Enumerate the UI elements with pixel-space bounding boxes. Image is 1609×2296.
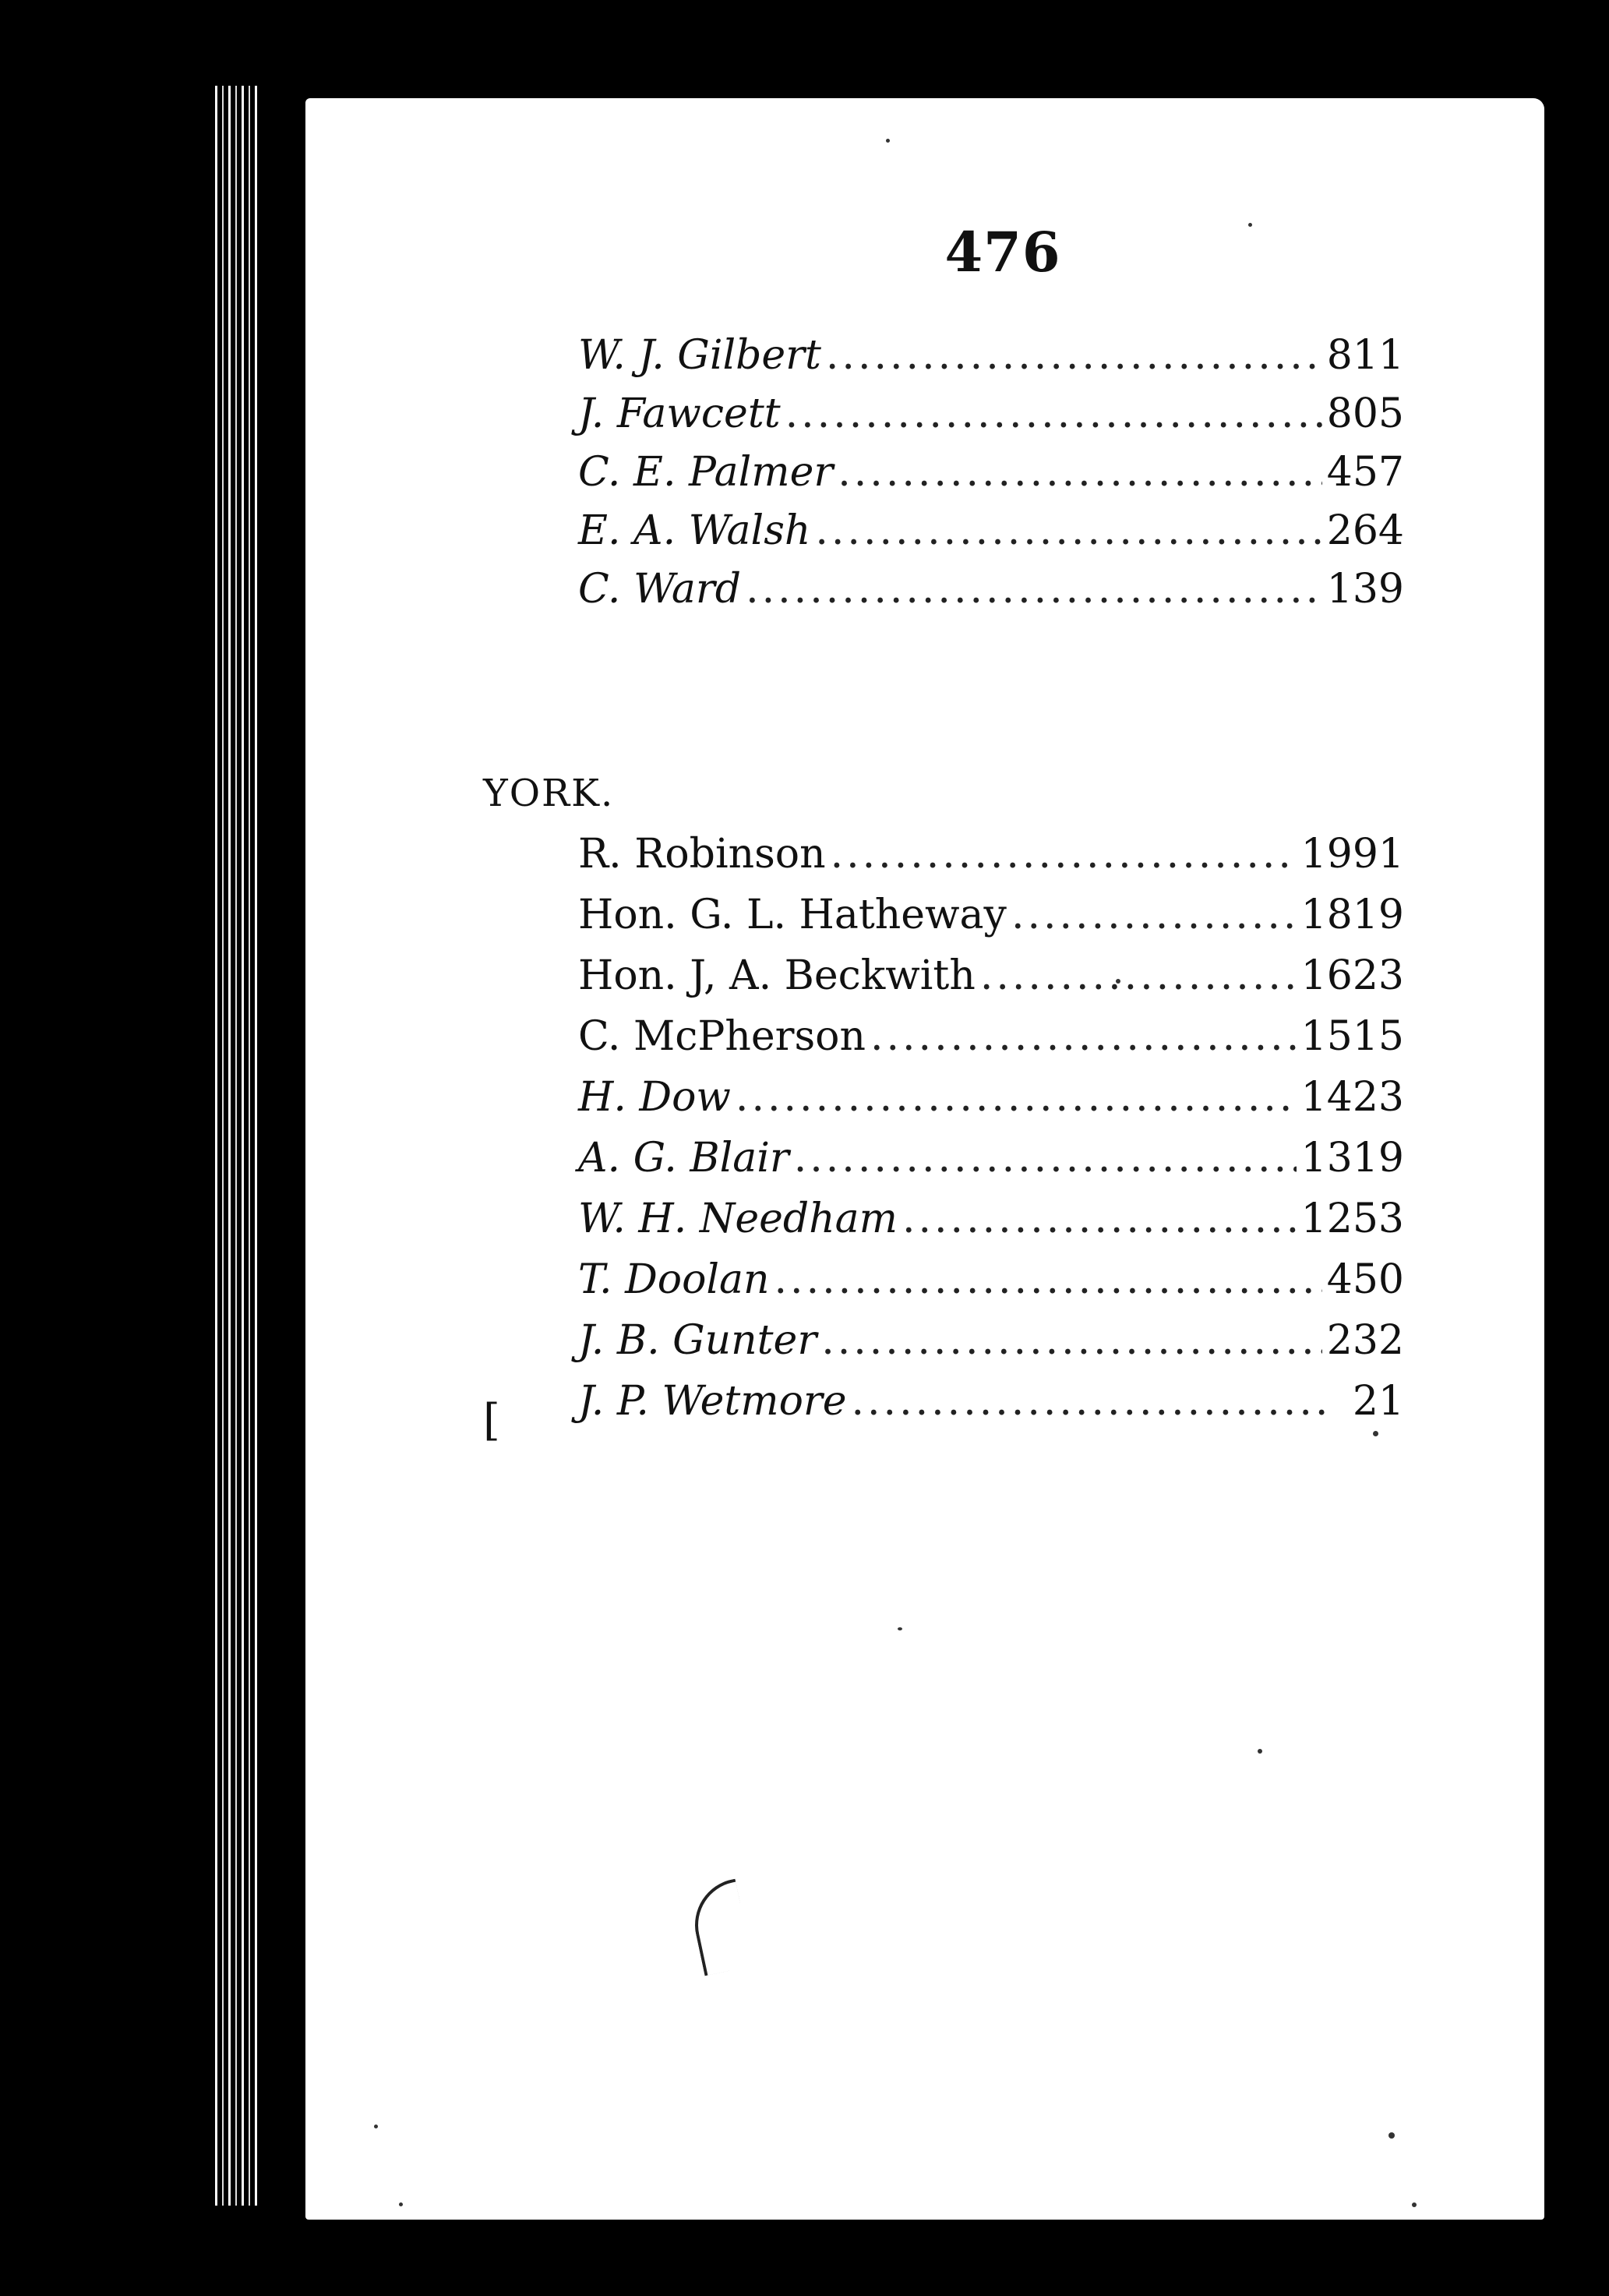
scan-speck	[1248, 223, 1252, 227]
dot-leader	[852, 1378, 1330, 1425]
candidate-name: A. G. Blair	[578, 1135, 789, 1182]
stray-pen-mark	[686, 1879, 753, 1976]
scan-speck	[1116, 979, 1120, 984]
candidate-name: E. A. Walsh	[578, 507, 811, 554]
scan-speck	[374, 2125, 378, 2128]
candidate-name: J. P. Wetmore	[578, 1378, 847, 1425]
vote-count: 1515	[1300, 1013, 1404, 1060]
dot-leader	[815, 507, 1321, 554]
candidate-name: C. McPherson	[578, 1013, 866, 1060]
dot-leader	[831, 831, 1297, 878]
list-item	[578, 1196, 1404, 1253]
list-item	[578, 1135, 1404, 1192]
scan-speck	[1373, 1431, 1378, 1436]
vote-count: 1623	[1300, 952, 1404, 999]
candidate-name: Hon. G. L. Hatheway	[578, 892, 1007, 938]
book-spine-shadow	[257, 86, 304, 2206]
candidate-name: J. Fawcett	[578, 390, 781, 437]
candidate-name: J. B. Gunter	[578, 1317, 817, 1364]
list-item	[578, 566, 1404, 623]
dot-leader	[980, 952, 1297, 999]
list-item	[578, 1013, 1404, 1071]
scan-speck	[1388, 2132, 1395, 2139]
vote-count: 805	[1326, 390, 1404, 437]
margin-bracket-mark: [	[483, 1395, 500, 1446]
dot-leader	[821, 1317, 1322, 1364]
dot-leader	[870, 1013, 1297, 1060]
scan-speck	[399, 2202, 403, 2206]
list-item	[578, 1256, 1404, 1314]
dot-leader	[794, 1135, 1297, 1182]
candidate-name: W. H. Needham	[578, 1196, 898, 1242]
vote-count: 1423	[1300, 1074, 1404, 1121]
dot-leader	[1011, 892, 1297, 938]
candidate-name: W. J. Gilbert	[578, 332, 821, 379]
dot-leader	[746, 566, 1322, 613]
candidate-name: T. Doolan	[578, 1256, 770, 1303]
vote-count: 1991	[1300, 831, 1404, 878]
page-number: 476	[944, 220, 1061, 284]
list-item	[578, 831, 1404, 888]
scan-speck	[1258, 1749, 1262, 1754]
list-item	[578, 1074, 1404, 1132]
vote-count: 1819	[1300, 892, 1404, 938]
list-item	[578, 390, 1404, 448]
candidate-name: H. Dow	[578, 1074, 731, 1121]
vote-count: 457	[1326, 449, 1404, 496]
scan-speck	[1412, 2202, 1417, 2207]
candidate-name: C. Ward	[578, 566, 742, 613]
vote-count: 264	[1326, 507, 1404, 554]
book-page	[305, 98, 1544, 2220]
vote-count: 1319	[1300, 1135, 1404, 1182]
list-item	[578, 332, 1404, 390]
candidate-name: Hon. J, A. Beckwith	[578, 952, 976, 999]
list-item	[578, 952, 1404, 1010]
list-item	[578, 892, 1404, 949]
dot-leader	[902, 1196, 1297, 1242]
vote-count: 139	[1326, 566, 1404, 613]
dot-leader	[826, 332, 1322, 379]
scan-speck	[898, 1627, 902, 1630]
section-heading: YORK.	[483, 772, 615, 815]
candidate-name: C. E. Palmer	[578, 449, 834, 496]
list-item	[578, 449, 1404, 507]
dot-leader	[838, 449, 1322, 496]
list-item	[578, 1378, 1404, 1436]
vote-count: 232	[1326, 1317, 1404, 1364]
dot-leader	[775, 1256, 1322, 1303]
candidate-name: R. Robinson	[578, 831, 826, 878]
vote-count: 1253	[1300, 1196, 1404, 1242]
vote-count: 811	[1326, 332, 1404, 379]
scan-speck	[886, 139, 890, 143]
list-item	[578, 507, 1404, 565]
dot-leader	[785, 390, 1322, 437]
list-item	[578, 1317, 1404, 1375]
dot-leader	[736, 1074, 1297, 1121]
vote-count: 450	[1326, 1256, 1404, 1303]
vote-count: 21	[1352, 1378, 1404, 1425]
